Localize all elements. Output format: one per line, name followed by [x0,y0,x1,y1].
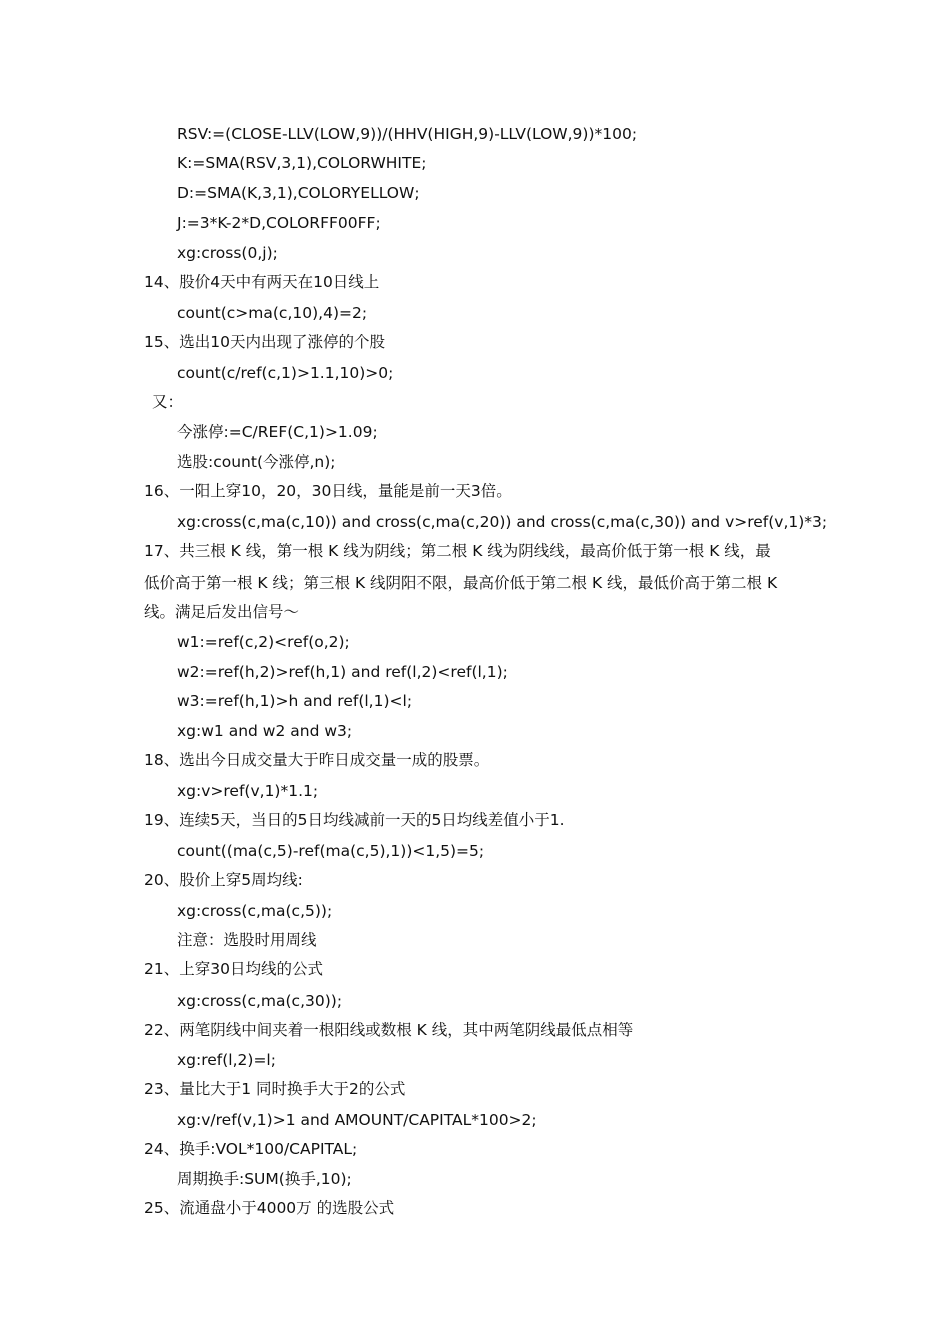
code-line: 选股:count(今涨停,n); [177,453,336,471]
code-line: J:=3*K-2*D,COLORFF00FF; [177,214,381,232]
note-line: 注意：选股时用周线 [177,931,317,949]
code-line: 今涨停:=C/REF(C,1)>1.09; [177,423,378,441]
code-line: count((ma(c,5)-ref(ma(c,5),1))<1,5)=5; [177,842,485,860]
code-line: xg:v>ref(v,1)*1.1; [177,782,319,800]
item-heading: 22、两笔阴线中间夹着一根阳线或数根 K 线，其中两笔阴线最低点相等 [144,1021,634,1039]
code-line: xg:cross(c,ma(c,10)) and cross(c,ma(c,20)) and cross(c,ma(c,30)) and v>ref(v,1)*3; [177,513,828,531]
item-heading: 16、一阳上穿10，20，30日线，量能是前一天3倍。 [144,482,512,500]
item-heading: 23、量比大于1 同时换手大于2的公式 [144,1080,406,1098]
code-line: xg:ref(l,2)=l; [177,1051,276,1069]
item-heading: 19、连续5天，当日的5日均线减前一天的5日均线差值小于1. [144,811,565,829]
code-line: xg:cross(c,ma(c,5)); [177,902,333,920]
item-heading: 25、流通盘小于4000万 的选股公式 [144,1199,395,1217]
item-heading: 24、换手:VOL*100/CAPITAL; [144,1140,358,1158]
code-line: RSV:=(CLOSE-LLV(LOW,9))/(HHV(HIGH,9)-LLV(LOW,9))*100; [177,125,638,143]
item-heading: 18、选出今日成交量大于昨日成交量一成的股票。 [144,751,490,769]
item-heading: 14、股价4天中有两天在10日线上 [144,273,380,291]
item-paragraph-line: 低价高于第一根 K 线；第三根 K 线阴阳不限，最高价低于第二根 K 线，最低价高于第二根 K [144,574,778,592]
code-line: K:=SMA(RSV,3,1),COLORWHITE; [177,154,427,172]
item-heading: 21、上穿30日均线的公式 [144,960,323,978]
code-line: count(c/ref(c,1)>1.1,10)>0; [177,364,394,382]
code-line: xg:cross(0,j); [177,244,278,262]
code-line: xg:w1 and w2 and w3; [177,722,353,740]
code-line: D:=SMA(K,3,1),COLORYELLOW; [177,184,420,202]
code-line: 周期换手:SUM(换手,10); [177,1170,352,1188]
code-line: w1:=ref(c,2)<ref(o,2); [177,633,350,651]
note-line: 又： [152,393,184,411]
code-line: w2:=ref(h,2)>ref(h,1) and ref(l,2)<ref(l,1); [177,663,508,681]
item-heading: 20、股价上穿5周均线: [144,871,303,889]
item-paragraph-line: 线。满足后发出信号～ [144,603,300,621]
item-heading: 15、选出10天内出现了涨停的个股 [144,333,385,351]
code-line: xg:v/ref(v,1)>1 and AMOUNT/CAPITAL*100>2; [177,1111,537,1129]
code-line: w3:=ref(h,1)>h and ref(l,1)<l; [177,692,413,710]
code-line: xg:cross(c,ma(c,30)); [177,992,343,1010]
item-paragraph-line: 17、共三根 K 线，第一根 K 线为阴线；第二根 K 线为阴线线，最高价低于第一根 K 线，最 [144,542,771,560]
code-line: count(c>ma(c,10),4)=2; [177,304,368,322]
